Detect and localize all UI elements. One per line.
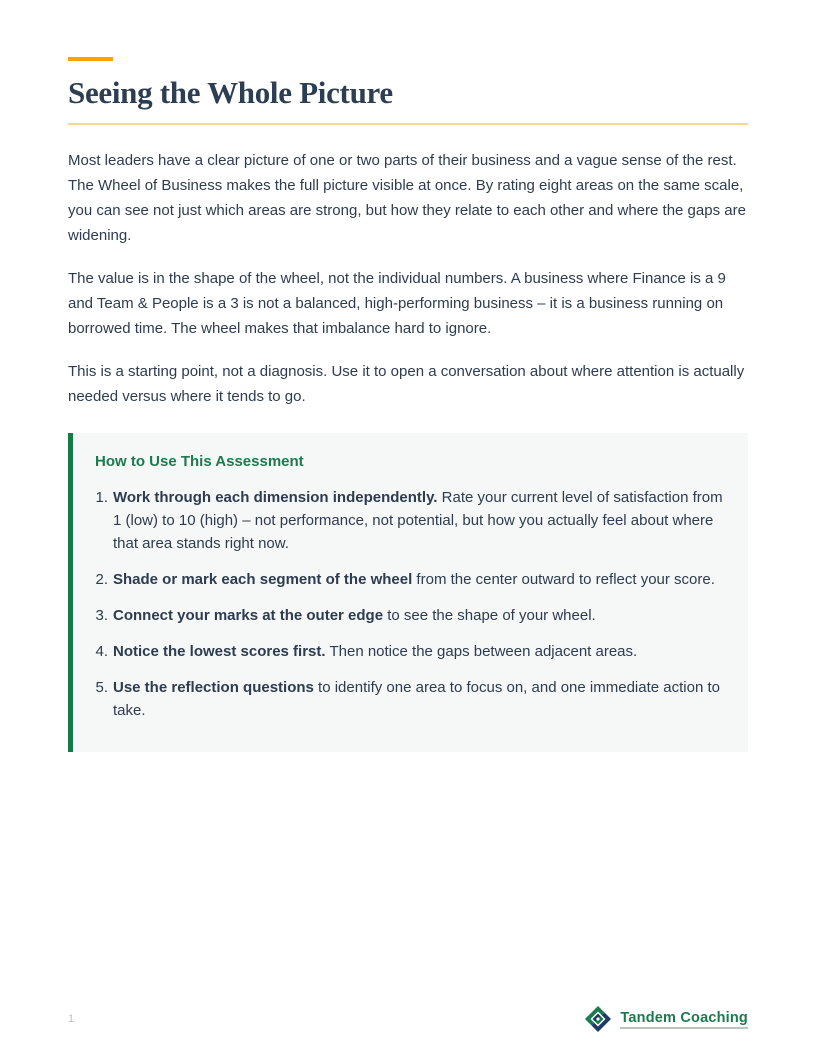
page-number: 1 [68,1013,75,1025]
callout-heading: How to Use This Assessment [95,452,304,470]
step-rest: from the center outward to reflect your score. [412,570,715,588]
intro-paragraph-3: This is a starting point, not a diagnosis. Use it to open a conversation about where attention is actually needed versus where it tends to go. [68,362,745,405]
step-number: 3. [95,606,108,624]
accent-bar [68,57,113,61]
logo-text: Tandem Coaching [620,1010,748,1029]
step-lead: Use the reflection questions [113,678,314,696]
step-text [113,640,724,663]
list-item [90,604,724,627]
intro-paragraph-2: The value is in the shape of the wheel, not the individual numbers. A business where Finance is a 9 and Team & People is a 3 is not a balanced, high-performing business – it is a business running on borrowed time. The wheel makes that imbalance hard to ignore. [68,269,726,337]
step-number: 2. [95,570,108,588]
title-rule [68,123,748,125]
step-number: 4. [95,642,108,660]
page-footer [0,1002,816,1036]
step-text [113,568,724,591]
steps-list [90,486,724,722]
list-item [90,568,724,591]
step-lead: Work through each dimension independently. [113,488,438,506]
tandem-diamond-icon [584,1005,612,1033]
intro-paragraph-1: Most leaders have a clear picture of one or two parts of their business and a vague sense of the rest. The Wheel of Business makes the full picture visible at once. By rating eight areas on the same scale, you can see not just which areas are strong, but how they relate to each other and where the gaps are widening. [68,151,746,244]
step-text [113,486,724,555]
list-item [90,486,724,555]
how-to-use-callout [68,433,748,752]
step-rest: Then notice the gaps between adjacent areas. [325,642,638,660]
step-number: 5. [95,678,108,696]
step-text [113,676,724,722]
step-rest: to identify one area to focus on, and one immediate action to take. [113,678,720,719]
tandem-coaching-logo[interactable] [584,1005,748,1033]
page-title: Seeing the Whole Picture [68,75,393,110]
step-rest: to see the shape of your wheel. [383,606,596,624]
step-lead: Notice the lowest scores first. [113,642,326,660]
intro-section [68,148,748,409]
step-text [113,604,724,627]
step-lead: Shade or mark each segment of the wheel [113,570,413,588]
list-item [90,640,724,663]
step-number: 1. [95,488,108,506]
step-rest: Rate your current level of satisfaction from 1 (low) to 10 (high) – not performance, not potential, but how you actually feel about where that area stands right now. [113,488,723,552]
step-lead: Connect your marks at the outer edge [113,606,384,624]
list-item [90,676,724,722]
